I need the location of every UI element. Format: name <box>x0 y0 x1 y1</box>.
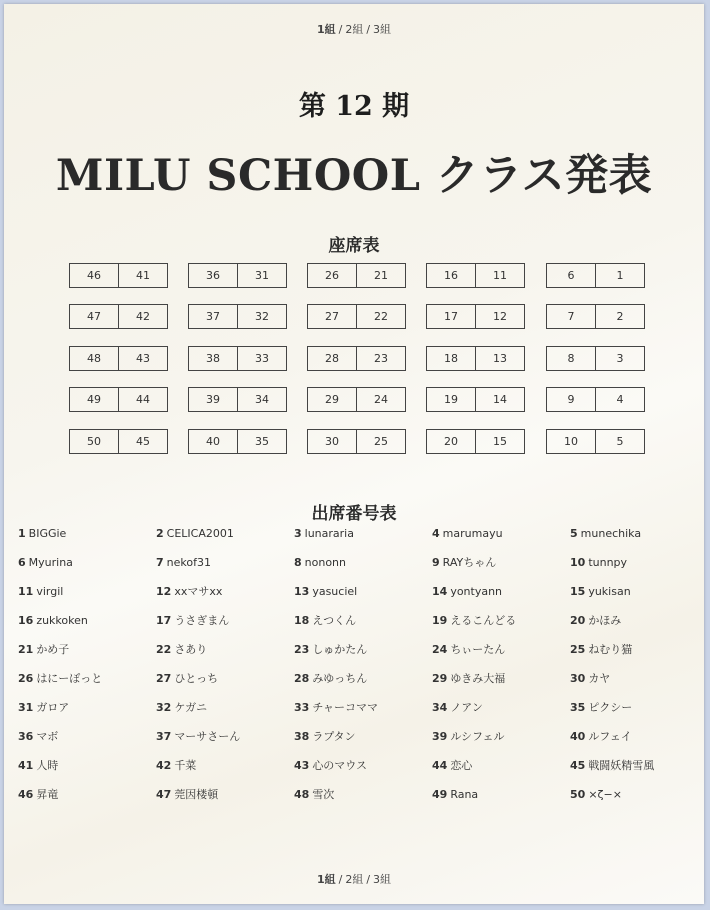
student-name: yukisan <box>588 585 631 598</box>
nav-class-3[interactable]: 3組 <box>373 23 392 36</box>
student-number: 23 <box>294 643 310 656</box>
student-name: 恋心 <box>450 759 473 772</box>
term-heading: 第 12 期 <box>298 91 410 122</box>
roster-entry <box>294 788 334 802</box>
roster-entry <box>156 585 222 599</box>
student-number: 44 <box>432 759 448 772</box>
seat-number: 12 <box>493 310 507 323</box>
seat-desk <box>546 263 645 288</box>
student-name: チャーコママ <box>312 701 378 714</box>
roster-entry <box>156 701 207 715</box>
student-name: かほみ <box>588 614 622 627</box>
seat-desk <box>188 429 287 454</box>
seat-desk <box>426 304 525 329</box>
student-name: ちぃーたん <box>450 643 506 656</box>
student-name: 莞因楼頓 <box>174 788 219 801</box>
student-number: 10 <box>570 556 586 569</box>
seat-desk <box>426 429 525 454</box>
seat-number: 9 <box>547 388 596 411</box>
seat-number: 36 <box>189 264 238 287</box>
student-number: 46 <box>18 788 34 801</box>
seat-number: 11 <box>493 269 507 282</box>
seat-number: 10 <box>547 430 596 453</box>
student-name: lunararia <box>304 527 354 540</box>
student-number: 40 <box>570 730 586 743</box>
nav-class-2[interactable]: 2組 <box>345 873 364 886</box>
roster-entry <box>18 643 69 657</box>
seat-number: 39 <box>189 388 238 411</box>
student-name: しゅかたん <box>312 643 368 656</box>
nav-class-1[interactable]: 1組 <box>316 873 336 886</box>
student-number: 3 <box>294 527 302 540</box>
student-name: かめ子 <box>36 643 70 656</box>
roster-entry <box>18 788 58 802</box>
seat-number: 32 <box>255 310 269 323</box>
seat-desk <box>188 346 287 371</box>
student-name: ×ζ−× <box>588 788 622 801</box>
student-name: うさぎまん <box>174 614 230 627</box>
student-name: Myurina <box>28 556 73 569</box>
student-name: nononn <box>304 556 347 569</box>
roster-entry <box>570 701 632 715</box>
seat-number: 13 <box>493 352 507 365</box>
roster-entry <box>156 527 234 541</box>
student-name: 昇竜 <box>36 788 59 801</box>
roster-entry <box>432 527 503 541</box>
student-number: 41 <box>18 759 34 772</box>
seat-number: 17 <box>427 305 476 328</box>
seat-desk <box>188 387 287 412</box>
student-number: 17 <box>156 614 172 627</box>
seat-number: 37 <box>189 305 238 328</box>
student-name: xxマサxx <box>174 585 223 598</box>
student-number: 48 <box>294 788 310 801</box>
roster-entry <box>570 672 610 686</box>
roster-entry <box>432 701 483 715</box>
seat-number: 42 <box>136 310 150 323</box>
seat-number: 20 <box>427 430 476 453</box>
seat-number: 3 <box>616 352 624 365</box>
page-title: MILU SCHOOL クラス発表 <box>55 151 653 201</box>
seat-number: 29 <box>308 388 357 411</box>
student-name: カヤ <box>588 672 611 685</box>
student-name: 雪次 <box>312 788 335 801</box>
student-name: みゆっちん <box>312 672 368 685</box>
student-name: ラプタン <box>312 730 356 743</box>
seat-number: 19 <box>427 388 476 411</box>
student-number: 8 <box>294 556 302 569</box>
seat-number: 25 <box>374 435 388 448</box>
roster-entry <box>18 759 58 773</box>
seat-number: 18 <box>427 347 476 370</box>
student-name: ピクシー <box>588 701 633 714</box>
class-nav-top <box>4 21 704 37</box>
student-number: 12 <box>156 585 172 598</box>
seat-desk <box>426 387 525 412</box>
seat-desk <box>307 263 406 288</box>
seat-desk <box>546 429 645 454</box>
seat-number: 21 <box>374 269 388 282</box>
student-name: ケガニ <box>174 701 208 714</box>
student-name: BIGGie <box>28 527 67 540</box>
seat-desk <box>69 346 168 371</box>
seat-number: 14 <box>493 393 507 406</box>
student-number: 16 <box>18 614 34 627</box>
student-number: 9 <box>432 556 440 569</box>
nav-class-3[interactable]: 3組 <box>373 873 392 886</box>
seat-desk <box>69 387 168 412</box>
roster-entry <box>570 585 631 599</box>
student-name: yontyann <box>450 585 503 598</box>
roster-entry <box>156 730 240 744</box>
student-number: 21 <box>18 643 34 656</box>
student-name: ひとっち <box>174 672 219 685</box>
seat-desk <box>69 263 168 288</box>
roster-title: 出席番号表 <box>311 504 397 524</box>
student-number: 31 <box>18 701 34 714</box>
seat-number: 24 <box>374 393 388 406</box>
seat-number: 45 <box>136 435 150 448</box>
student-number: 24 <box>432 643 448 656</box>
seat-number: 30 <box>308 430 357 453</box>
seat-desk <box>307 429 406 454</box>
roster-entry <box>570 643 632 657</box>
student-number: 14 <box>432 585 448 598</box>
seat-number: 35 <box>255 435 269 448</box>
student-name: nekof31 <box>166 556 211 569</box>
student-name: 心のマウス <box>312 759 367 772</box>
student-name: 人時 <box>36 759 59 772</box>
student-name: えるこんどる <box>450 614 517 627</box>
seat-number: 38 <box>189 347 238 370</box>
seat-number: 8 <box>547 347 596 370</box>
roster-entry <box>18 730 58 744</box>
student-number: 13 <box>294 585 310 598</box>
roster-entry <box>294 643 367 657</box>
roster-entry <box>432 730 505 744</box>
student-number: 20 <box>570 614 586 627</box>
class-nav-bottom <box>4 871 704 887</box>
student-number: 47 <box>156 788 172 801</box>
student-name: ねむり猫 <box>588 643 633 656</box>
student-number: 35 <box>570 701 586 714</box>
student-name: 千菜 <box>174 759 197 772</box>
roster-entry <box>156 788 218 802</box>
roster-entry <box>432 643 505 657</box>
roster-entry <box>570 527 641 541</box>
seat-number: 46 <box>70 264 119 287</box>
roster-entry <box>432 672 505 686</box>
student-name: ルフェイ <box>588 730 632 743</box>
seat-number: 2 <box>616 310 624 323</box>
seat-number: 6 <box>547 264 596 287</box>
roster-entry <box>294 527 354 541</box>
student-number: 6 <box>18 556 26 569</box>
roster-entry <box>294 614 356 628</box>
roster-entry <box>432 788 478 802</box>
seat-number: 47 <box>70 305 119 328</box>
student-number: 38 <box>294 730 310 743</box>
seat-number: 34 <box>255 393 269 406</box>
student-number: 11 <box>18 585 34 598</box>
nav-class-1[interactable]: 1組 <box>316 23 336 36</box>
seat-number: 49 <box>70 388 119 411</box>
seat-desk <box>426 346 525 371</box>
student-number: 25 <box>570 643 586 656</box>
seat-number: 43 <box>136 352 150 365</box>
roster-entry <box>294 672 367 686</box>
roster-entry <box>294 759 367 773</box>
roster-entry <box>570 614 621 628</box>
document-page <box>4 4 704 904</box>
student-number: 32 <box>156 701 172 714</box>
seating-title: 座席表 <box>328 236 380 256</box>
student-number: 29 <box>432 672 448 685</box>
nav-separator: / <box>338 23 343 36</box>
student-number: 36 <box>18 730 34 743</box>
student-number: 15 <box>570 585 586 598</box>
student-number: 43 <box>294 759 310 772</box>
roster-entry <box>156 556 211 570</box>
student-number: 50 <box>570 788 586 801</box>
seat-number: 22 <box>374 310 388 323</box>
student-name: さあり <box>174 643 208 656</box>
roster-entry <box>432 614 516 628</box>
student-name: えつくん <box>312 614 357 627</box>
student-number: 1 <box>18 527 26 540</box>
roster-entry <box>570 759 654 773</box>
seat-desk <box>546 387 645 412</box>
student-name: 戦闘妖精雪風 <box>588 759 655 772</box>
seat-number: 50 <box>70 430 119 453</box>
roster-entry <box>570 730 632 744</box>
roster-entry <box>18 556 73 570</box>
seat-number: 16 <box>427 264 476 287</box>
nav-class-2[interactable]: 2組 <box>345 23 364 36</box>
student-number: 28 <box>294 672 310 685</box>
seat-desk <box>307 346 406 371</box>
seat-number: 1 <box>616 269 624 282</box>
student-number: 49 <box>432 788 448 801</box>
seat-number: 33 <box>255 352 269 365</box>
seat-desk <box>307 387 406 412</box>
seat-number: 31 <box>255 269 269 282</box>
student-number: 18 <box>294 614 310 627</box>
seat-number: 28 <box>308 347 357 370</box>
seat-desk <box>69 304 168 329</box>
seat-number: 7 <box>547 305 596 328</box>
seat-number: 26 <box>308 264 357 287</box>
seat-desk <box>426 263 525 288</box>
seat-number: 41 <box>136 269 150 282</box>
student-name: マーサさーん <box>174 730 241 743</box>
student-number: 39 <box>432 730 448 743</box>
student-name: CELICA2001 <box>166 527 234 540</box>
student-name: munechika <box>580 527 642 540</box>
roster-entry <box>18 527 66 541</box>
student-number: 26 <box>18 672 34 685</box>
seat-desk <box>546 346 645 371</box>
nav-separator: / <box>338 873 343 886</box>
student-name: ルシフェル <box>450 730 505 743</box>
student-number: 4 <box>432 527 440 540</box>
roster-entry <box>156 643 207 657</box>
student-number: 22 <box>156 643 172 656</box>
roster-entry <box>294 556 346 570</box>
seat-number: 23 <box>374 352 388 365</box>
student-number: 7 <box>156 556 164 569</box>
student-number: 19 <box>432 614 448 627</box>
seat-number: 15 <box>493 435 507 448</box>
seat-number: 5 <box>616 435 624 448</box>
seat-desk <box>307 304 406 329</box>
seat-number: 4 <box>616 393 624 406</box>
roster-entry <box>18 585 63 599</box>
seat-desk <box>546 304 645 329</box>
student-name: virgil <box>36 585 64 598</box>
student-number: 37 <box>156 730 172 743</box>
seat-desk <box>188 304 287 329</box>
roster-entry <box>156 614 229 628</box>
student-name: zukkoken <box>36 614 88 627</box>
roster-entry <box>294 730 356 744</box>
student-number: 33 <box>294 701 310 714</box>
roster-entry <box>432 759 472 773</box>
student-number: 42 <box>156 759 172 772</box>
roster-entry <box>18 614 88 628</box>
student-number: 34 <box>432 701 448 714</box>
roster-entry <box>156 672 218 686</box>
student-number: 45 <box>570 759 586 772</box>
student-name: tunnpy <box>588 556 628 569</box>
seat-number: 44 <box>136 393 150 406</box>
roster-entry <box>294 585 357 599</box>
seat-number: 27 <box>308 305 357 328</box>
student-number: 2 <box>156 527 164 540</box>
student-number: 5 <box>570 527 578 540</box>
nav-separator: / <box>366 23 371 36</box>
seat-desk <box>69 429 168 454</box>
student-name: ガロア <box>36 701 70 714</box>
roster-entry <box>432 585 502 599</box>
student-name: Rana <box>450 788 479 801</box>
roster-entry <box>432 556 496 570</box>
student-name: yasuciel <box>312 585 358 598</box>
student-number: 30 <box>570 672 586 685</box>
student-name: RAYちゃん <box>442 556 497 569</box>
student-number: 27 <box>156 672 172 685</box>
roster-entry <box>18 672 102 686</box>
roster-entry <box>570 788 622 802</box>
seat-number: 48 <box>70 347 119 370</box>
nav-separator: / <box>366 873 371 886</box>
student-name: はにーぽっと <box>36 672 103 685</box>
student-name: marumayu <box>442 527 503 540</box>
student-name: マボ <box>36 730 59 743</box>
roster-entry <box>294 701 378 715</box>
student-name: ノアン <box>450 701 483 714</box>
roster-entry <box>570 556 627 570</box>
roster-entry <box>18 701 69 715</box>
seat-number: 40 <box>189 430 238 453</box>
seat-desk <box>188 263 287 288</box>
student-name: ゆきみ大福 <box>450 672 506 685</box>
roster-entry <box>156 759 196 773</box>
